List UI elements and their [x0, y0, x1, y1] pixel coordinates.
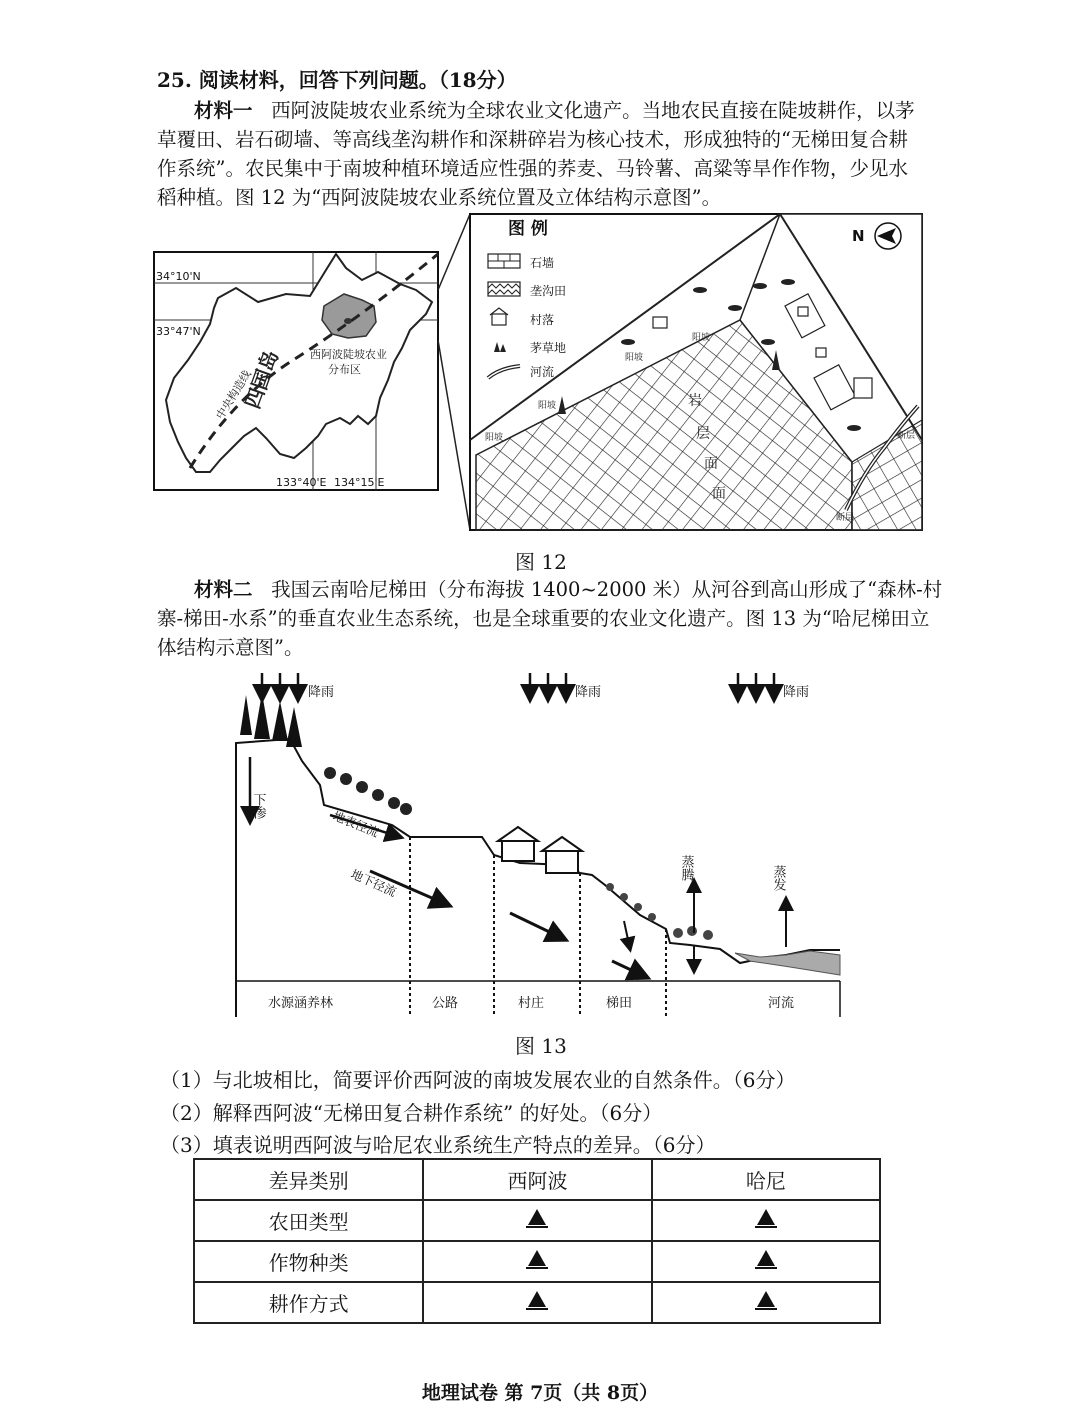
question-2: （2）解释西阿波“无梯田复合耕作系统” 的好处。（6分） [160, 1101, 663, 1125]
legend-label-grassland: 茅草地 [530, 341, 567, 355]
question-header: 25. 阅读材料，回答下列问题。（18分） [157, 68, 517, 92]
legend-label-stone-wall: 石墙 [530, 256, 555, 270]
slope-char-3: 面 [704, 456, 718, 472]
area-label-1: 西阿波陡坡农业 [310, 348, 387, 361]
triangle-icon [526, 1207, 548, 1229]
surface-runoff-label: 地表径流 [330, 808, 381, 840]
slope-label-2: 阳坡 [538, 401, 557, 411]
slope-label-1: 阳坡 [485, 433, 504, 443]
table-header-row [194, 1159, 880, 1200]
transpiration-label: 蒸腾 [678, 855, 694, 881]
material-one-line3: 作系统”。农民集中于南坡种植环境适应性强的荞麦、马铃薯、高粱等旱作作物，少见水 [157, 157, 908, 180]
triangle-icon [755, 1207, 777, 1229]
legend-label-river: 河流 [530, 365, 555, 379]
answer-cell[interactable] [652, 1200, 880, 1241]
material-one-line1 [194, 101, 915, 121]
triangle-icon [755, 1289, 777, 1311]
zone-river: 河流 [768, 996, 795, 1011]
figure-13 [220, 665, 860, 1025]
infiltration-label: 下渗 [250, 793, 266, 819]
table-header: 差异类别 [194, 1159, 423, 1200]
triangle-icon [526, 1248, 548, 1270]
rain-label-2: 降雨 [575, 685, 602, 700]
zone-forest: 水源涵养林 [268, 996, 334, 1011]
rain-label-1: 降雨 [308, 685, 335, 700]
material-two-line1 [194, 580, 942, 600]
material-one-text: 西阿波陡坡农业系统为全球农业文化遗产。当地农民直接在陡坡耕作，以茅 [271, 99, 915, 122]
block-diagram [470, 214, 922, 530]
lat-label-2: 33°47'N [156, 325, 201, 338]
zone-road: 公路 [432, 996, 459, 1011]
triangle-icon [526, 1289, 548, 1311]
row-label: 作物种类 [194, 1241, 423, 1282]
table-header: 西阿波 [423, 1159, 651, 1200]
legend-label-village: 村落 [530, 313, 555, 327]
table-row [194, 1241, 880, 1282]
slope-label-3: 阳坡 [625, 353, 644, 363]
evaporation-label: 蒸发 [770, 865, 786, 891]
table-header: 哈尼 [652, 1159, 880, 1200]
table-row [194, 1282, 880, 1323]
answer-cell[interactable] [423, 1282, 651, 1323]
triangle-icon [755, 1248, 777, 1270]
answer-cell[interactable] [652, 1282, 880, 1323]
area-label-2: 分布区 [328, 363, 361, 376]
lon-label-1: 133°40'E [276, 476, 327, 489]
row-label: 农田类型 [194, 1200, 423, 1241]
answer-cell[interactable] [423, 1200, 651, 1241]
question-3: （3）填表说明西阿波与哈尼农业系统生产特点的差异。（6分） [160, 1133, 716, 1157]
ground-runoff-label: 地下径流 [348, 866, 399, 900]
zone-village: 村庄 [518, 996, 545, 1011]
north-label: N [852, 227, 865, 245]
location-map [154, 252, 438, 490]
material-two-line2: 寨-梯田-水系”的垂直农业生态系统，也是全球重要的农业文化遗产。图 13 为“哈尼梯田立 [157, 607, 930, 630]
difference-table [193, 1158, 881, 1324]
fault-label-b: 断层 [836, 513, 855, 523]
page-footer: 地理试卷 第 7页（共 8页） [421, 1382, 659, 1404]
fault-label: 中央构造线 [213, 368, 254, 422]
material-two-line3: 体结构示意图”。 [157, 636, 304, 659]
material-two-label: 材料二 [194, 578, 253, 601]
slope-char-2: 层 [696, 426, 710, 442]
material-one-line2: 草覆田、岩石砌墙、等高线垄沟耕作和深耕碎岩为核心技术，形成独特的“无梯田复合耕 [157, 128, 908, 151]
table-row [194, 1200, 880, 1241]
zone-terrace: 梯田 [606, 996, 633, 1011]
answer-cell[interactable] [652, 1241, 880, 1282]
material-one-line4: 稻种植。图 12 为“西阿波陡坡农业系统位置及立体结构示意图”。 [157, 186, 722, 209]
slope-char-4: 面 [712, 486, 726, 502]
figure-12 [140, 210, 930, 540]
slope-label-4: 阳坡 [692, 333, 711, 343]
material-two-text: 我国云南哈尼梯田（分布海拔 1400~2000 米）从河谷到高山形成了“森林-村 [271, 578, 943, 601]
slope-char-1: 岩 [688, 393, 702, 409]
island-label: 四国岛 [240, 347, 284, 412]
figure-13-caption: 图 13 [515, 1034, 567, 1058]
row-label: 耕作方式 [194, 1282, 423, 1323]
answer-cell[interactable] [423, 1241, 651, 1282]
legend-label-ridge-field: 垄沟田 [530, 284, 567, 298]
lat-label-1: 34°10'N [156, 270, 201, 283]
legend-title: 图 例 [508, 219, 548, 239]
lon-label-2: 134°15'E [334, 476, 385, 489]
question-1: （1）与北坡相比，简要评价西阿波的南坡发展农业的自然条件。（6分） [160, 1068, 796, 1092]
material-one-label: 材料一 [194, 99, 253, 122]
rain-label-3: 降雨 [783, 685, 810, 700]
figure-12-caption: 图 12 [515, 550, 567, 574]
fault-label-a: 断层 [897, 431, 916, 441]
